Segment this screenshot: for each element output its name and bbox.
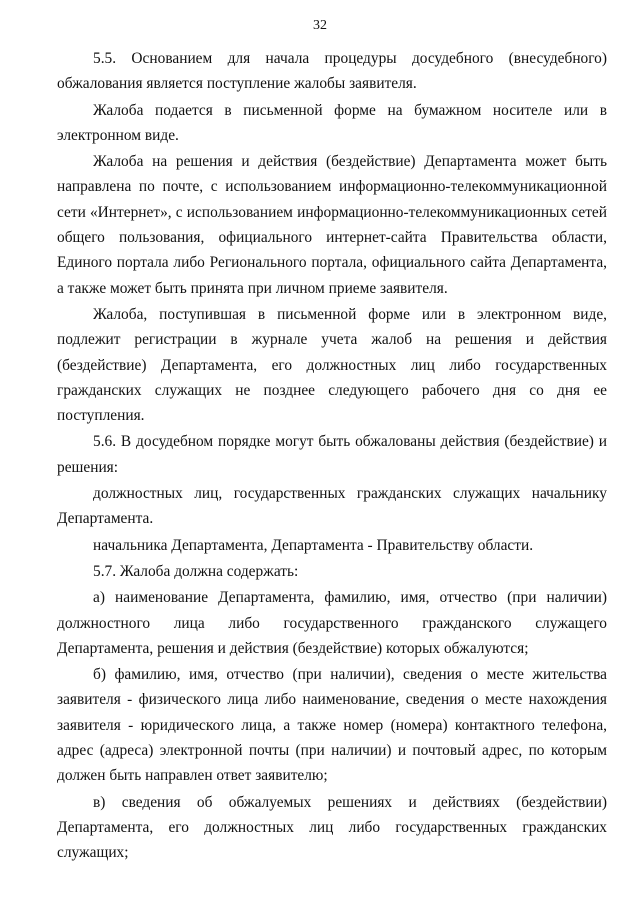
paragraph-5-7: 5.7. Жалоба должна содержать: [93,562,299,580]
paragraph-head-of-department: начальника Департамента, Департамента - Правительству области. [93,536,534,554]
document-body [57,46,607,867]
paragraph-officials: должностных лиц, государственных гражданских служащих начальнику Департамента. [57,485,607,528]
list-item-v: в) сведения об обжалуемых решениях и действиях (бездействии) Департамента, его должностных лиц либо государственных гражданских служащих; [57,793,607,862]
paragraph-complaint-channels: Жалоба на решения и действия (бездействие) Департамента может быть направлена по почте, с использованием информационно-телекоммуникационной сети «Интернет», с использованием информационно-телекоммуникационных сетей общего пользования, официального интернет-сайта Правительства области, Единого портала либо Регионального портала, официального сайта Департамента, а также может быть принята при личном приеме заявителя. [57,153,607,297]
paragraph-complaint-form: Жалоба подается в письменной форме на бумажном носителе или в электронном виде. [57,101,607,144]
list-item-b: б) фамилию, имя, отчество (при наличии), сведения о месте жительства заявителя - физического лица либо наименование, сведения о месте нахождения заявителя - юридического лица, а также номер (номера) контактного телефона, адрес (адреса) электронной почты (при наличии) и почтовый адрес, по которым должен быть направлен ответ заявителю; [57,666,607,785]
paragraph-5-6: 5.6. В досудебном порядке могут быть обжалованы действия (бездействие) и решения: [57,433,607,476]
page-number: 32 [313,18,327,33]
paragraph-complaint-registration: Жалоба, поступившая в письменной форме или в электронном виде, подлежит регистрации в журнале учета жалоб на решения и действия (бездействие) Департамента, его должностных лиц либо государственных гражданских служащих не позднее следующего рабочего дня со дня ее поступления. [57,305,607,425]
list-item-a: а) наименование Департамента, фамилию, имя, отчество (при наличии) должностного лица либо государственного гражданского служащего Департамента, решения и действия (бездействие) которых обжалуются; [57,589,607,657]
paragraph-5-5: 5.5. Основанием для начала процедуры досудебного (внесудебного) обжалования является поступление жалобы заявителя. [57,50,607,93]
